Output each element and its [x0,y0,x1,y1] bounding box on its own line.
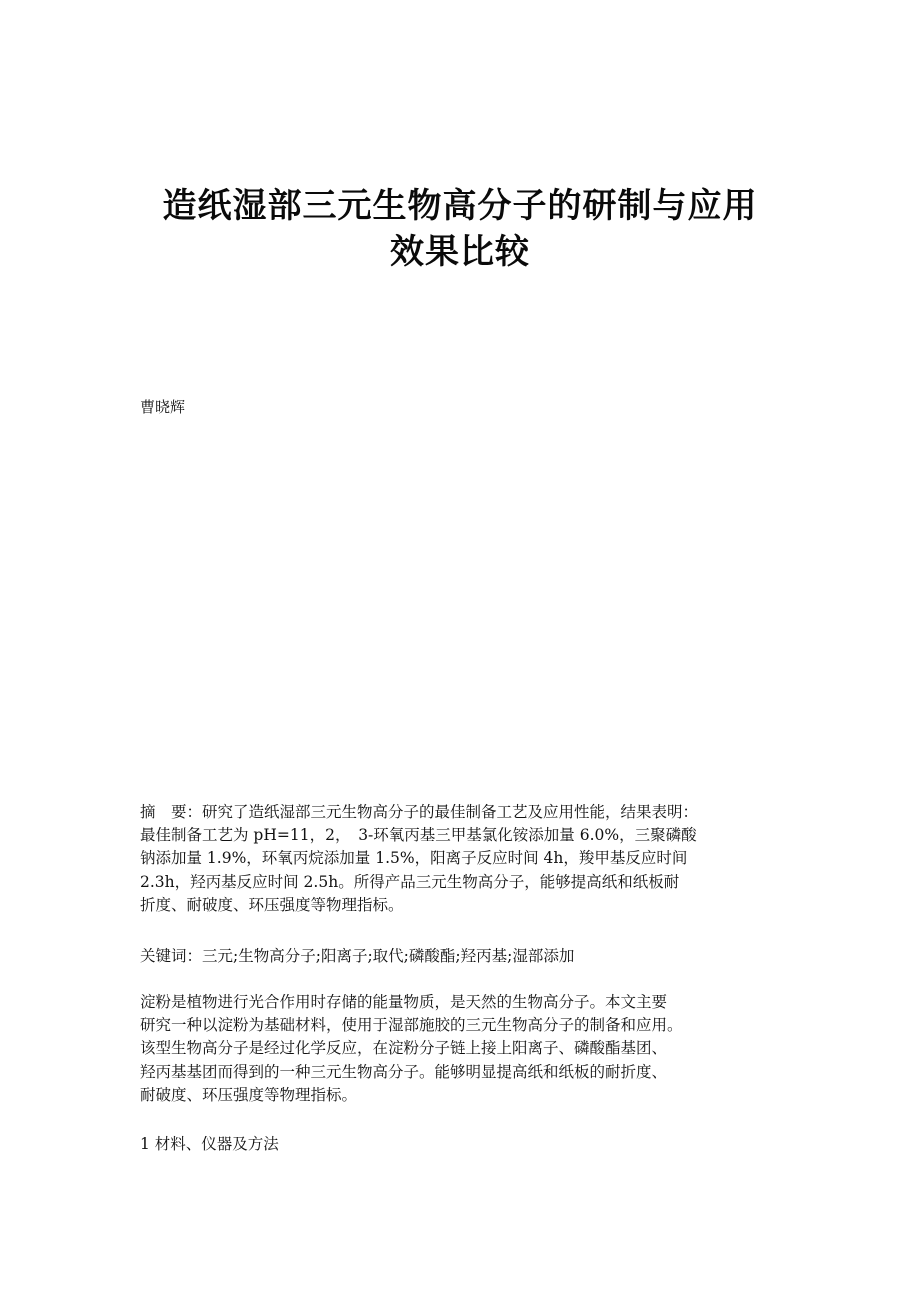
abstract-paragraph [140,801,790,917]
intro-line: 研究一种以淀粉为基础材料，使用于湿部施胶的三元生物高分子的制备和应用。 [140,1016,683,1035]
abstract-line: 摘 要：研究了造纸湿部三元生物高分子的最佳制备工艺及应用性能，结果表明： [140,803,699,821]
abstract-line: 最佳制备工艺为 pH=11，2， 3-环氧丙基三甲基氯化铵添加量 6.0%，三聚磷酸 [140,826,697,845]
title-line: 效果比较 [390,232,530,272]
intro-line: 淀粉是植物进行光合作用时存储的能量物质，是天然的生物高分子。本文主要 [140,993,668,1011]
paper-title [100,183,820,275]
abstract-line: 2.3h，羟丙基反应时间 2.5h。所得产品三元生物高分子，能够提高纸和纸板耐 [140,872,680,891]
title-line: 造纸湿部三元生物高分子的研制与应用 [162,186,758,226]
author-name: 曹晓辉 [140,398,186,416]
keywords-line [140,945,790,968]
section-heading [140,1133,790,1156]
intro-line: 该型生物高分子是经过化学反应，在淀粉分子链上接上阳离子、磷酸酯基团、 [140,1039,668,1058]
abstract-line: 折度、耐破度、环压强度等物理指标。 [140,895,404,914]
keywords-text: 关键词：三元;生物高分子;阳离子;取代;磷酸酯;羟丙基;湿部添加 [140,947,575,965]
intro-paragraph [140,991,790,1107]
section-heading-text: 1 材料、仪器及方法 [140,1135,279,1153]
abstract-line: 钠添加量 1.9%，环氧丙烷添加量 1.5%，阳离子反应时间 4h，羧甲基反应时间 [140,849,688,868]
intro-line: 羟丙基基团而得到的一种三元生物高分子。能够明显提高纸和纸板的耐折度、 [140,1062,668,1081]
intro-line: 耐破度、环压强度等物理指标。 [140,1085,358,1104]
